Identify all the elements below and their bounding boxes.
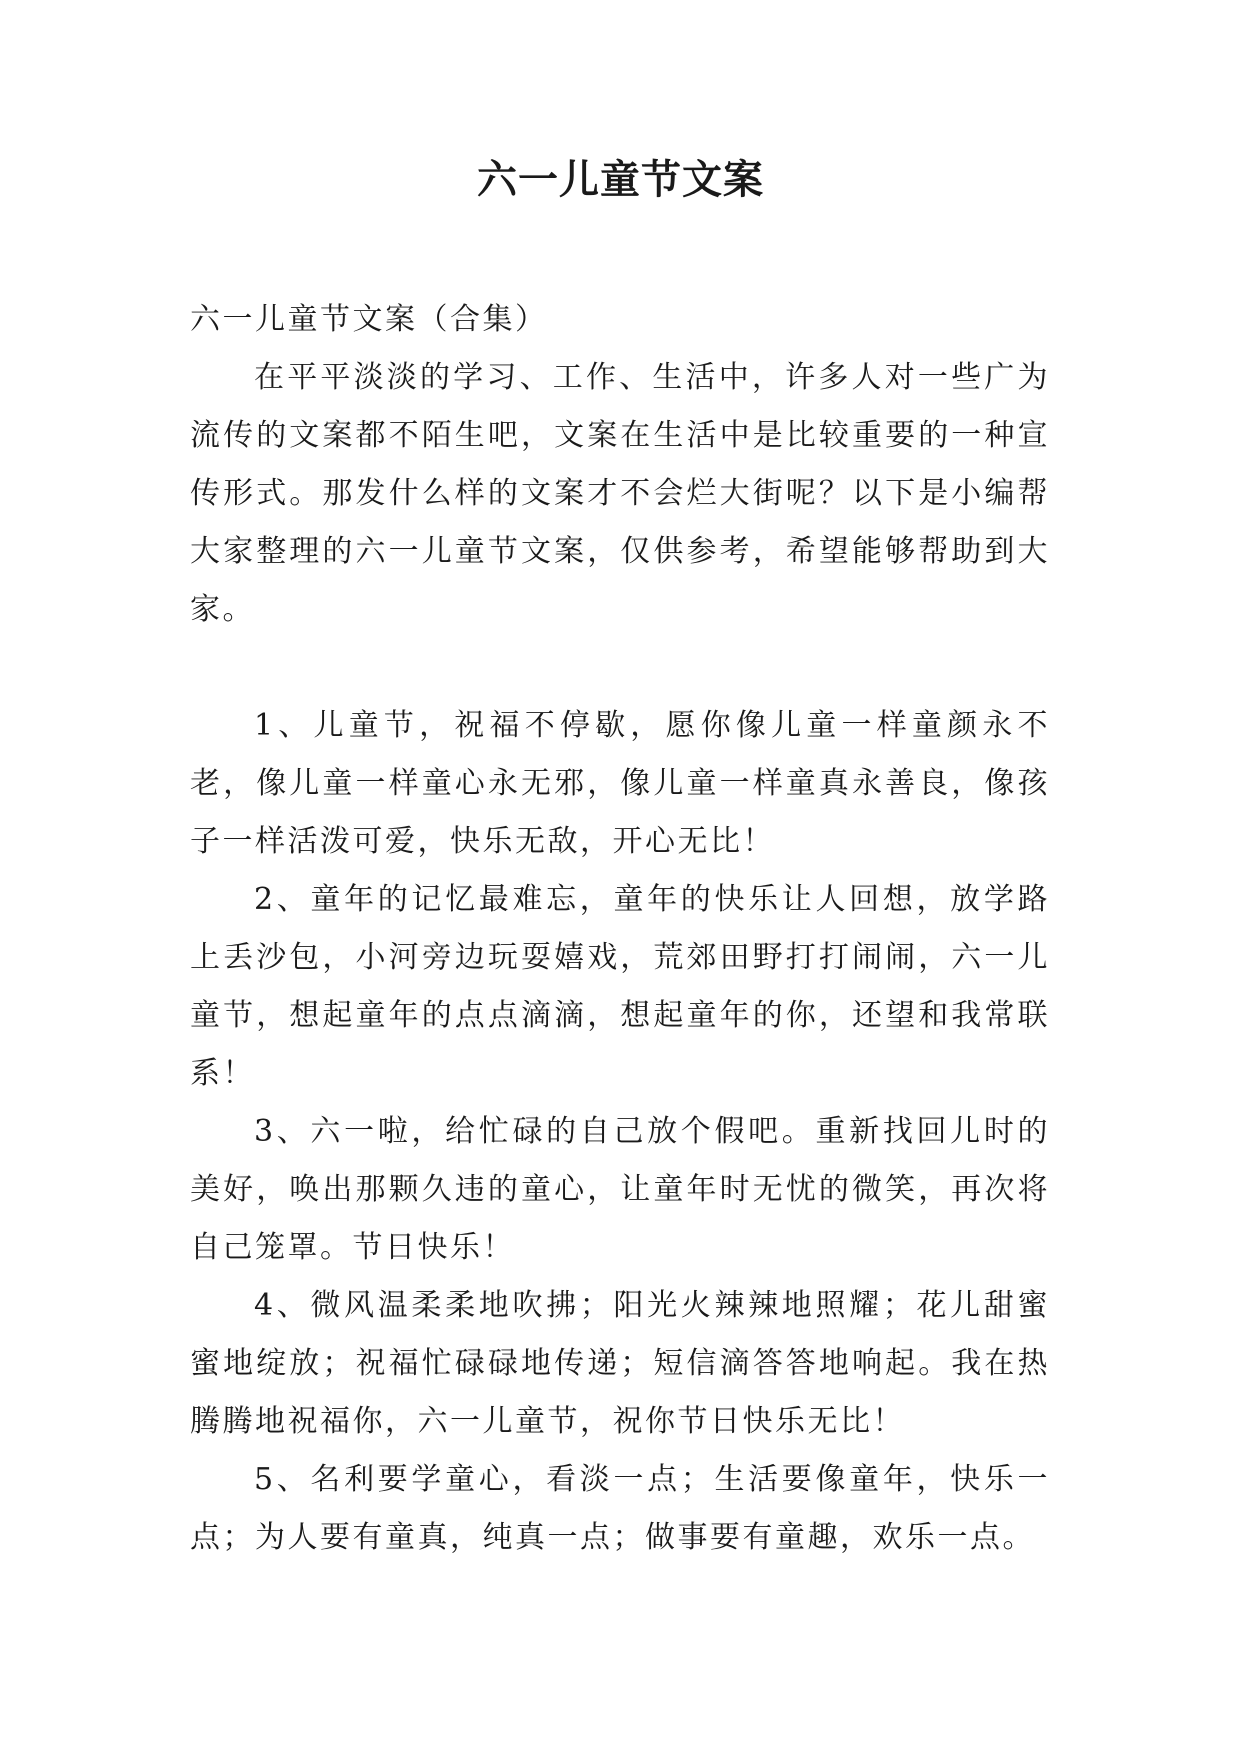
document-body <box>190 291 1050 1567</box>
list-item: 4、微风温柔柔地吹拂；阳光火辣辣地照耀；花儿甜蜜蜜地绽放；祝福忙碌碌地传递；短信滴答答地响起。我在热腾腾地祝福你，六一儿童节，祝你节日快乐无比！ <box>190 1288 1050 1439</box>
document-subtitle: 六一儿童节文案（合集） <box>190 302 548 337</box>
paragraph-spacer <box>190 639 1050 697</box>
list-item: 1、儿童节，祝福不停歇，愿你像儿童一样童颜永不老，像儿童一样童心永无邪，像儿童一样童真永善良，像孩子一样活泼可爱，快乐无敌，开心无比！ <box>190 708 1050 859</box>
list-item: 2、童年的记忆最难忘，童年的快乐让人回想，放学路上丢沙包，小河旁边玩耍嬉戏，荒郊田野打打闹闹，六一儿童节，想起童年的点点滴滴，想起童年的你，还望和我常联系！ <box>190 882 1050 1091</box>
list-item: 3、六一啦，给忙碌的自己放个假吧。重新找回儿时的美好，唤出那颗久违的童心，让童年时无忧的微笑，再次将自己笼罩。节日快乐！ <box>190 1114 1050 1265</box>
list-item: 5、名利要学童心，看淡一点；生活要像童年，快乐一点；为人要有童真，纯真一点；做事要有童趣，欢乐一点。 <box>190 1462 1050 1555</box>
document-title: 六一儿童节文案 <box>477 156 764 203</box>
intro-paragraph: 在平平淡淡的学习、工作、生活中，许多人对一些广为流传的文案都不陌生吧，文案在生活中是比较重要的一种宣传形式。那发什么样的文案才不会烂大街呢？以下是小编帮大家整理的六一儿童节文案，仅供参考，希望能够帮助到大家。 <box>190 360 1050 627</box>
